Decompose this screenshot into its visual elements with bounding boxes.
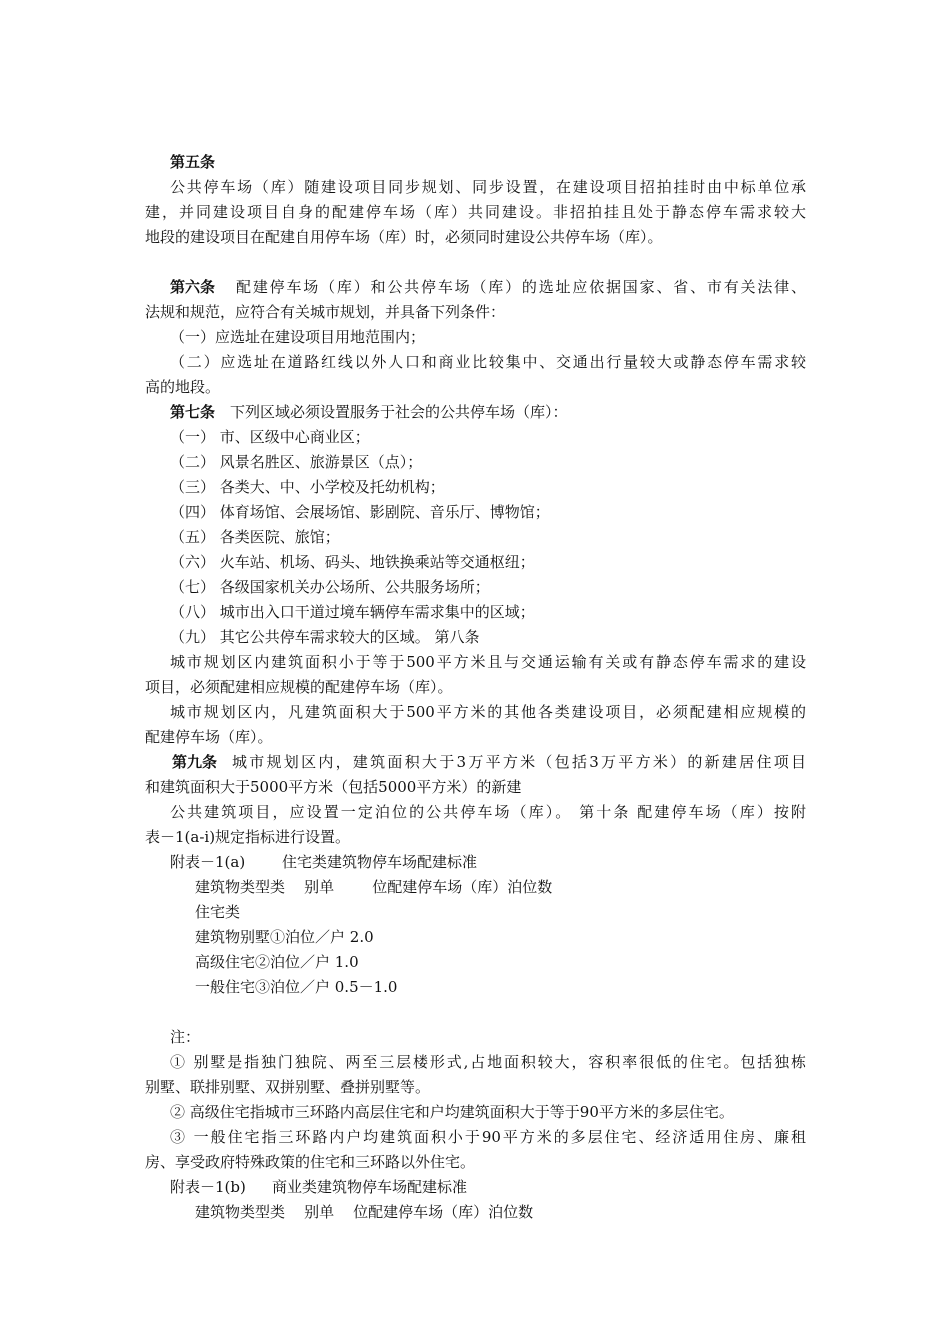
note-1a: ① 别墅是指独门独院、两至三层楼形式,占地面积较大，容积率很低的住宅。包括独栋: [170, 1053, 806, 1071]
article-7-intro: 下列区域必须设置服务于社会的公共停车场（库）：: [230, 403, 568, 421]
article-6-condition-2b: 高的地段。: [145, 378, 221, 396]
note-3a: ③ 一般住宅指三环路内户均建筑面积小于90平方米的多层住宅、经济适用住房、廉租: [170, 1128, 806, 1146]
article-5-line-2: 建，并同建设项目自身的配建停车场（库）共同建设。非招拍挂且处于静态停车需求较大: [145, 203, 806, 221]
article-8-line-2a: 城市规划区内，凡建筑面积大于500平方米的其他各类建设项目，必须配建相应规模的: [170, 703, 806, 721]
article-7-item: （七） 各级国家机关办公场所、公共服务场所；: [170, 578, 490, 596]
article-7-item: （一） 市、区级中心商业区；: [170, 428, 370, 446]
article-7-item: （八） 城市出入口干道过境车辆停车需求集中的区域；: [170, 603, 535, 621]
article-5-line-3: 地段的建设项目在配建自用停车场（库）时，必须同时建设公共停车场（库）。: [145, 228, 663, 246]
article-9-line-1: 城市规划区内，建筑面积大于3万平方米（包括3万平方米）的新建居住项目: [232, 753, 806, 771]
article-7-item: （六） 火车站、机场、码头、地铁换乘站等交通枢纽；: [170, 553, 535, 571]
article-7-item: （三） 各类大、中、小学校及托幼机构；: [170, 478, 445, 496]
article-8-line-2b: 配建停车场（库）。: [145, 728, 273, 746]
note-2: ② 高级住宅指城市三环路内高层住宅和户均建筑面积大于等于90平方米的多层住宅。: [170, 1103, 734, 1121]
notes-label: 注：: [170, 1028, 201, 1046]
article-7-item: （四） 体育场馆、会展场馆、影剧院、音乐厅、博物馆；: [170, 503, 550, 521]
table-a-code: 附表－1(a): [170, 853, 246, 871]
article-9-line-3: 公共建筑项目，应设置一定泊位的公共停车场（库）。 第十条 配建停车场（库）按附: [170, 803, 806, 821]
article-6-heading: 第六条: [170, 278, 216, 296]
table-b-header: 建筑物类型类 别单 位配建停车场（库）泊位数: [195, 1203, 534, 1221]
table-b-title: 商业类建筑物停车场配建标准: [272, 1178, 468, 1196]
table-a-title: 住宅类建筑物停车场配建标准: [282, 853, 478, 871]
table-a-row: 建筑物别墅①泊位／户 2.0: [195, 928, 374, 946]
article-6-condition-1: （一）应选址在建设项目用地范围内；: [170, 328, 426, 346]
article-8-line-1a: 城市规划区内建筑面积小于等于500平方米且与交通运输有关或有静态停车需求的建设: [170, 653, 806, 671]
table-b-code: 附表－1(b): [170, 1178, 246, 1196]
article-9-heading: 第九条: [172, 753, 218, 771]
note-3b: 房、享受政府特殊政策的住宅和三环路以外住宅。: [145, 1153, 476, 1171]
table-a-header: 建筑物类型类 别单 位配建停车场（库）泊位数: [195, 878, 553, 896]
article-6-line-2: 法规和规范，应符合有关城市规划，并具备下列条件：: [145, 303, 506, 321]
article-5-line-1: 公共停车场（库）随建设项目同步规划、同步设置，在建设项目招拍挂时由中标单位承: [170, 178, 806, 196]
article-8-line-1b: 项目，必须配建相应规模的配建停车场（库）。: [145, 678, 453, 696]
table-a-row: 一般住宅③泊位／户 0.5－1.0: [195, 978, 398, 996]
table-a-row: 住宅类: [195, 903, 241, 921]
article-6-condition-2a: （二）应选址在道路红线以外人口和商业比较集中、交通出行量较大或静态停车需求较: [170, 353, 806, 371]
article-6-line-1: 配建停车场（库）和公共停车场（库）的选址应依据国家、省、市有关法律、: [236, 278, 806, 296]
article-7-item: （九） 其它公共停车需求较大的区域。 第八条: [170, 628, 480, 646]
article-7-heading: 第七条: [170, 403, 216, 421]
note-1b: 别墅、联排别墅、双拼别墅、叠拼别墅等。: [145, 1078, 431, 1096]
article-7-item: （二） 风景名胜区、旅游景区（点）；: [170, 453, 423, 471]
article-5-heading: 第五条: [170, 153, 216, 171]
article-9-line-4: 表－1(a-i)规定指标进行设置。: [145, 828, 351, 846]
article-9-line-2: 和建筑面积大于5000平方米（包括5000平方米）的新建: [145, 778, 522, 796]
article-7-item: （五） 各类医院、旅馆；: [170, 528, 340, 546]
table-a-row: 高级住宅②泊位／户 1.0: [195, 953, 359, 971]
